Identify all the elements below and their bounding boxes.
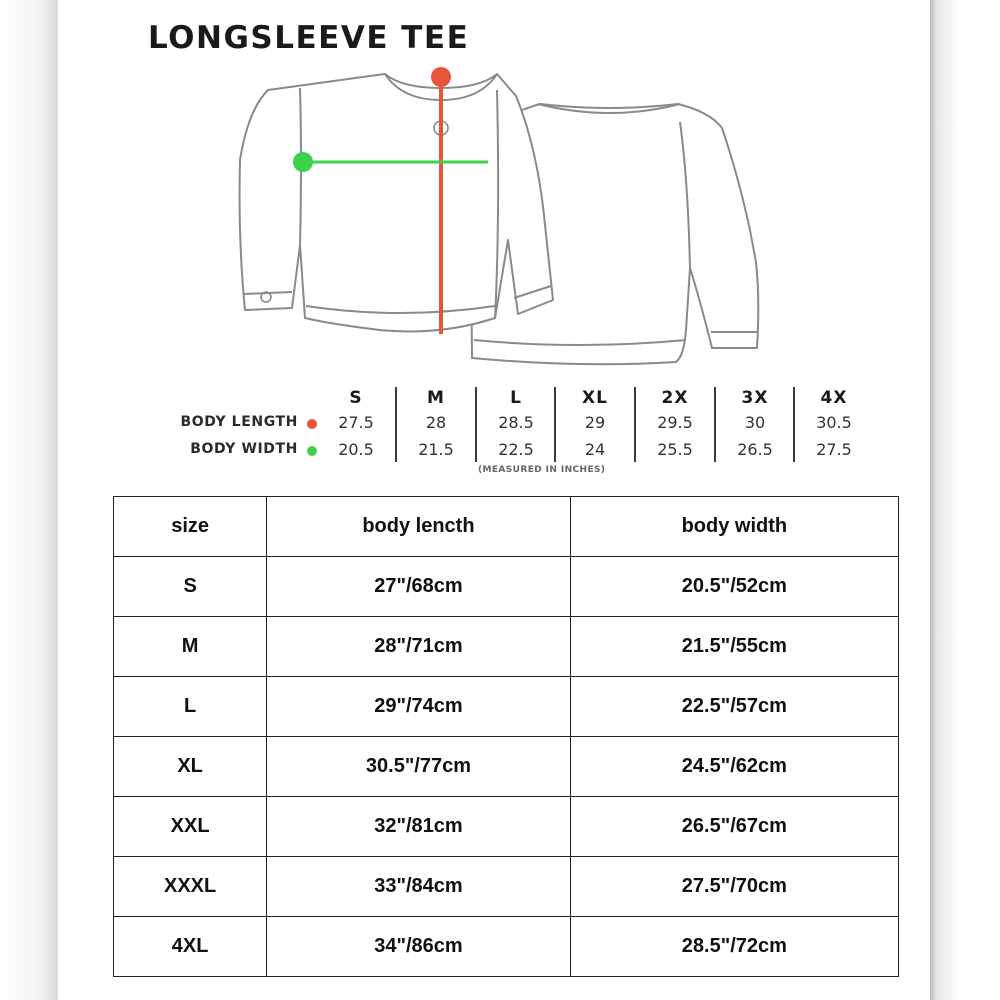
body-width-dot <box>307 446 317 456</box>
size-table <box>113 496 899 977</box>
body-width-marker <box>293 152 313 172</box>
size-header: XL <box>582 388 608 408</box>
table-row <box>114 677 899 737</box>
header-size: size <box>114 497 267 557</box>
body-width-value: 20.5 <box>338 440 374 459</box>
shirt-illustration <box>0 0 1000 380</box>
table-row <box>114 797 899 857</box>
body-width-value: 21.5 <box>418 440 454 459</box>
body-width-value: 26.5 <box>737 440 773 459</box>
body-width-cell: 22.5"/57cm <box>570 677 898 737</box>
body-length-value: 29.5 <box>657 413 693 432</box>
column-divider <box>475 387 477 462</box>
size-cell: 4XL <box>114 917 267 977</box>
size-header: M <box>427 388 445 408</box>
body-length-value: 28.5 <box>498 413 534 432</box>
size-header: L <box>510 388 522 408</box>
body-width-cell: 20.5"/52cm <box>570 557 898 617</box>
table-row <box>114 557 899 617</box>
table-row <box>114 737 899 797</box>
table-row <box>114 917 899 977</box>
body-length-cell: 30.5"/77cm <box>267 737 570 797</box>
body-length-value: 30 <box>744 413 766 432</box>
column-divider <box>554 387 556 462</box>
table-row <box>114 857 899 917</box>
body-width-value: 27.5 <box>816 440 852 459</box>
body-length-label: BODY LENGTH <box>180 414 298 430</box>
body-width-cell: 28.5"/72cm <box>570 917 898 977</box>
body-length-cell: 32"/81cm <box>267 797 570 857</box>
body-width-label: BODY WIDTH <box>190 441 298 457</box>
body-length-cell: 28"/71cm <box>267 617 570 677</box>
size-cell: XL <box>114 737 267 797</box>
size-header: 4X <box>820 388 848 408</box>
size-cell: M <box>114 617 267 677</box>
body-length-value: 29 <box>584 413 606 432</box>
body-length-dot <box>307 419 317 429</box>
column-divider <box>395 387 397 462</box>
size-header: S <box>349 388 363 408</box>
size-cell: XXL <box>114 797 267 857</box>
column-divider <box>714 387 716 462</box>
table-row <box>114 617 899 677</box>
measurement-note: (MEASURED IN INCHES) <box>478 465 606 475</box>
body-length-cell: 29"/74cm <box>267 677 570 737</box>
body-length-marker <box>431 67 451 87</box>
body-width-cell: 21.5"/55cm <box>570 617 898 677</box>
body-width-cell: 27.5"/70cm <box>570 857 898 917</box>
header-body-length: body lencth <box>267 497 570 557</box>
column-divider <box>793 387 795 462</box>
body-length-cell: 34"/86cm <box>267 917 570 977</box>
body-length-cell: 33"/84cm <box>267 857 570 917</box>
body-length-value: 27.5 <box>338 413 374 432</box>
size-cell: S <box>114 557 267 617</box>
body-length-value: 30.5 <box>816 413 852 432</box>
header-body-width: body width <box>570 497 898 557</box>
size-cell: L <box>114 677 267 737</box>
column-divider <box>634 387 636 462</box>
table-header-row <box>114 497 899 557</box>
body-length-value: 28 <box>425 413 447 432</box>
page-title: LONGSLEEVE TEE <box>148 20 470 56</box>
body-length-cell: 27"/68cm <box>267 557 570 617</box>
body-width-value: 25.5 <box>657 440 693 459</box>
size-cell: XXXL <box>114 857 267 917</box>
body-width-cell: 26.5"/67cm <box>570 797 898 857</box>
body-width-value: 24 <box>584 440 606 459</box>
size-header: 2X <box>661 388 689 408</box>
body-width-cell: 24.5"/62cm <box>570 737 898 797</box>
body-width-value: 22.5 <box>498 440 534 459</box>
size-header: 3X <box>741 388 769 408</box>
